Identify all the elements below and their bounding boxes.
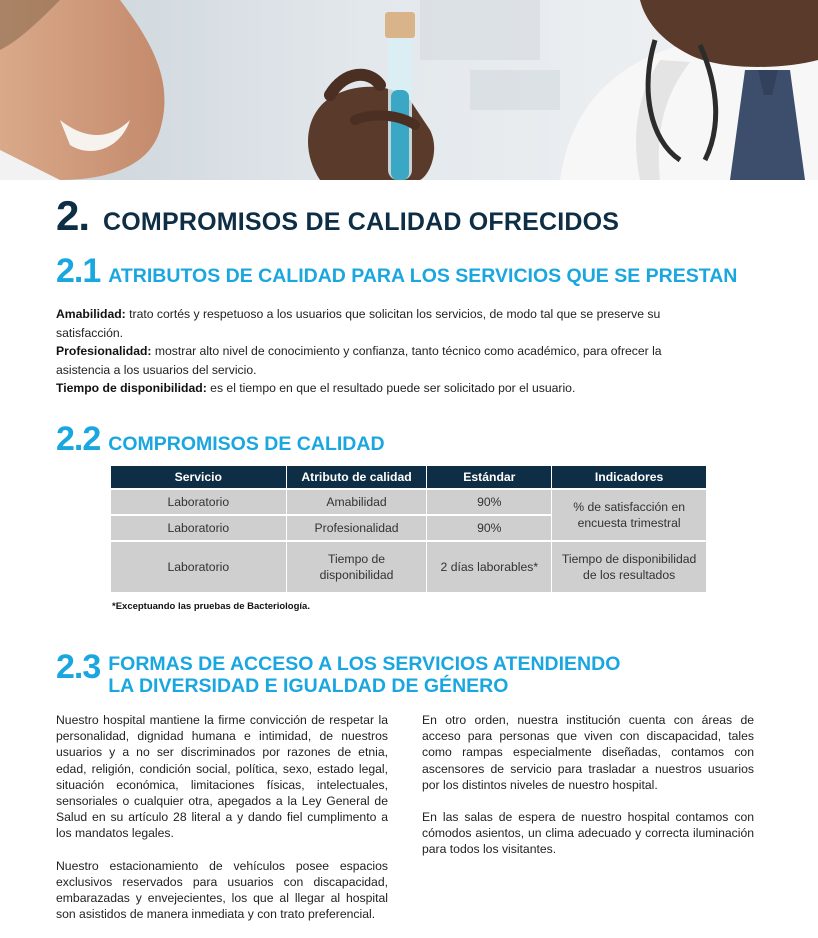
section-number: 2. [56, 192, 90, 239]
table-cell: % de satisfacción en encuesta trimestral [552, 490, 706, 540]
header-cell: Servicio [111, 466, 286, 488]
header-cell: Atributo de calidad [287, 466, 427, 488]
table-cell: Profesionalidad [287, 516, 427, 540]
table-cell: Laboratorio [111, 490, 286, 514]
attribute-description: es el tiempo en que el resultado puede ser solicitado por el usuario. [206, 381, 576, 395]
section-title: COMPROMISOS DE CALIDAD OFRECIDOS [103, 208, 620, 236]
section-2-2-heading [56, 420, 385, 459]
section-2-heading [56, 192, 619, 240]
table-footnote: *Exceptuando las pruebas de Bacteriología. [112, 601, 310, 612]
left-text-column [56, 712, 388, 938]
section-title: COMPROMISOS DE CALIDAD [108, 433, 385, 455]
table-cell: Tiempo de disponibilidad [287, 542, 427, 592]
table-row [111, 542, 706, 592]
attribute-term: Tiempo de disponibilidad: [56, 381, 207, 395]
attribute-item [56, 305, 716, 342]
paragraph: En otro orden, nuestra institución cuenta con áreas de acceso para personas que viven con discapacidad, tales como rampas especialmente diseñadas, contamos con ascensores de servicio para trasladar a nuestros usuarios por los distintos niveles de nuestro hospital. [422, 713, 754, 792]
section-number: 2.1 [56, 252, 101, 290]
table-cell: Amabilidad [287, 490, 427, 514]
quality-commitments-table [110, 464, 707, 594]
table-row [111, 490, 706, 514]
attribute-item [56, 342, 716, 379]
attribute-term: Amabilidad: [56, 307, 126, 321]
header-cell: Indicadores [552, 466, 706, 488]
table-header-row [111, 466, 706, 488]
table-cell: Laboratorio [111, 516, 286, 540]
section-title-line: FORMAS DE ACCESO A LOS SERVICIOS ATENDIENDO [108, 653, 621, 675]
section-title: ATRIBUTOS DE CALIDAD PARA LOS SERVICIOS QUE SE PRESTAN [108, 265, 738, 287]
section-2-1-heading [56, 252, 737, 291]
section-2-3-heading [56, 648, 620, 697]
laboratory-photo-illustration [0, 0, 818, 180]
section-number: 2.3 [56, 648, 101, 686]
paragraph: Nuestro hospital mantiene la firme convicción de respetar la personalidad, dignidad humana e intimidad, de nuestros usuarios y a no ser discriminados por razones de etnia, edad, religión, condición social, política, sexo, estado legal, situación económica, limitaciones físicas, intelectuales, sensoriales o cualquier otra, apegados a la Ley General de Salud en su artículo 28 literal a y dando fiel cumplimento a los mandatos legales. [56, 713, 388, 841]
right-text-column [422, 712, 754, 874]
table-cell: Laboratorio [111, 542, 286, 592]
attribute-term: Profesionalidad: [56, 344, 152, 358]
hero-photo [0, 0, 818, 180]
attribute-item [56, 379, 716, 398]
header-cell: Estándar [427, 466, 551, 488]
section-number: 2.2 [56, 420, 101, 458]
section-title-line: LA DIVERSIDAD E IGUALDAD DE GÉNERO [108, 675, 509, 697]
table-cell: Tiempo de disponibilidad de los resultados [552, 542, 706, 592]
quality-attributes-list [56, 305, 716, 398]
table-cell: 90% [427, 516, 551, 540]
attribute-description: mostrar alto nivel de conocimiento y confianza, tanto técnico como académico, para ofrecer la asistencia a los usuarios del servicio. [56, 344, 662, 377]
paragraph: Nuestro estacionamiento de vehículos posee espacios exclusivos reservados para usuarios con discapacidad, embarazadas y envejecientes, los que al llegar al hospital son asistidos de manera inmediata y con trato preferencial. [56, 858, 388, 922]
paragraph: En las salas de espera de nuestro hospital contamos con cómodos asientos, un clima adecuado y correcta iluminación para todos los visitantes. [422, 810, 754, 857]
table-cell: 2 días laborables* [427, 542, 551, 592]
section-title [108, 648, 620, 697]
attribute-description: trato cortés y respetuoso a los usuarios que solicitan los servicios, de modo tal que se preserve su satisfacción. [56, 307, 661, 340]
table-cell: 90% [427, 490, 551, 514]
